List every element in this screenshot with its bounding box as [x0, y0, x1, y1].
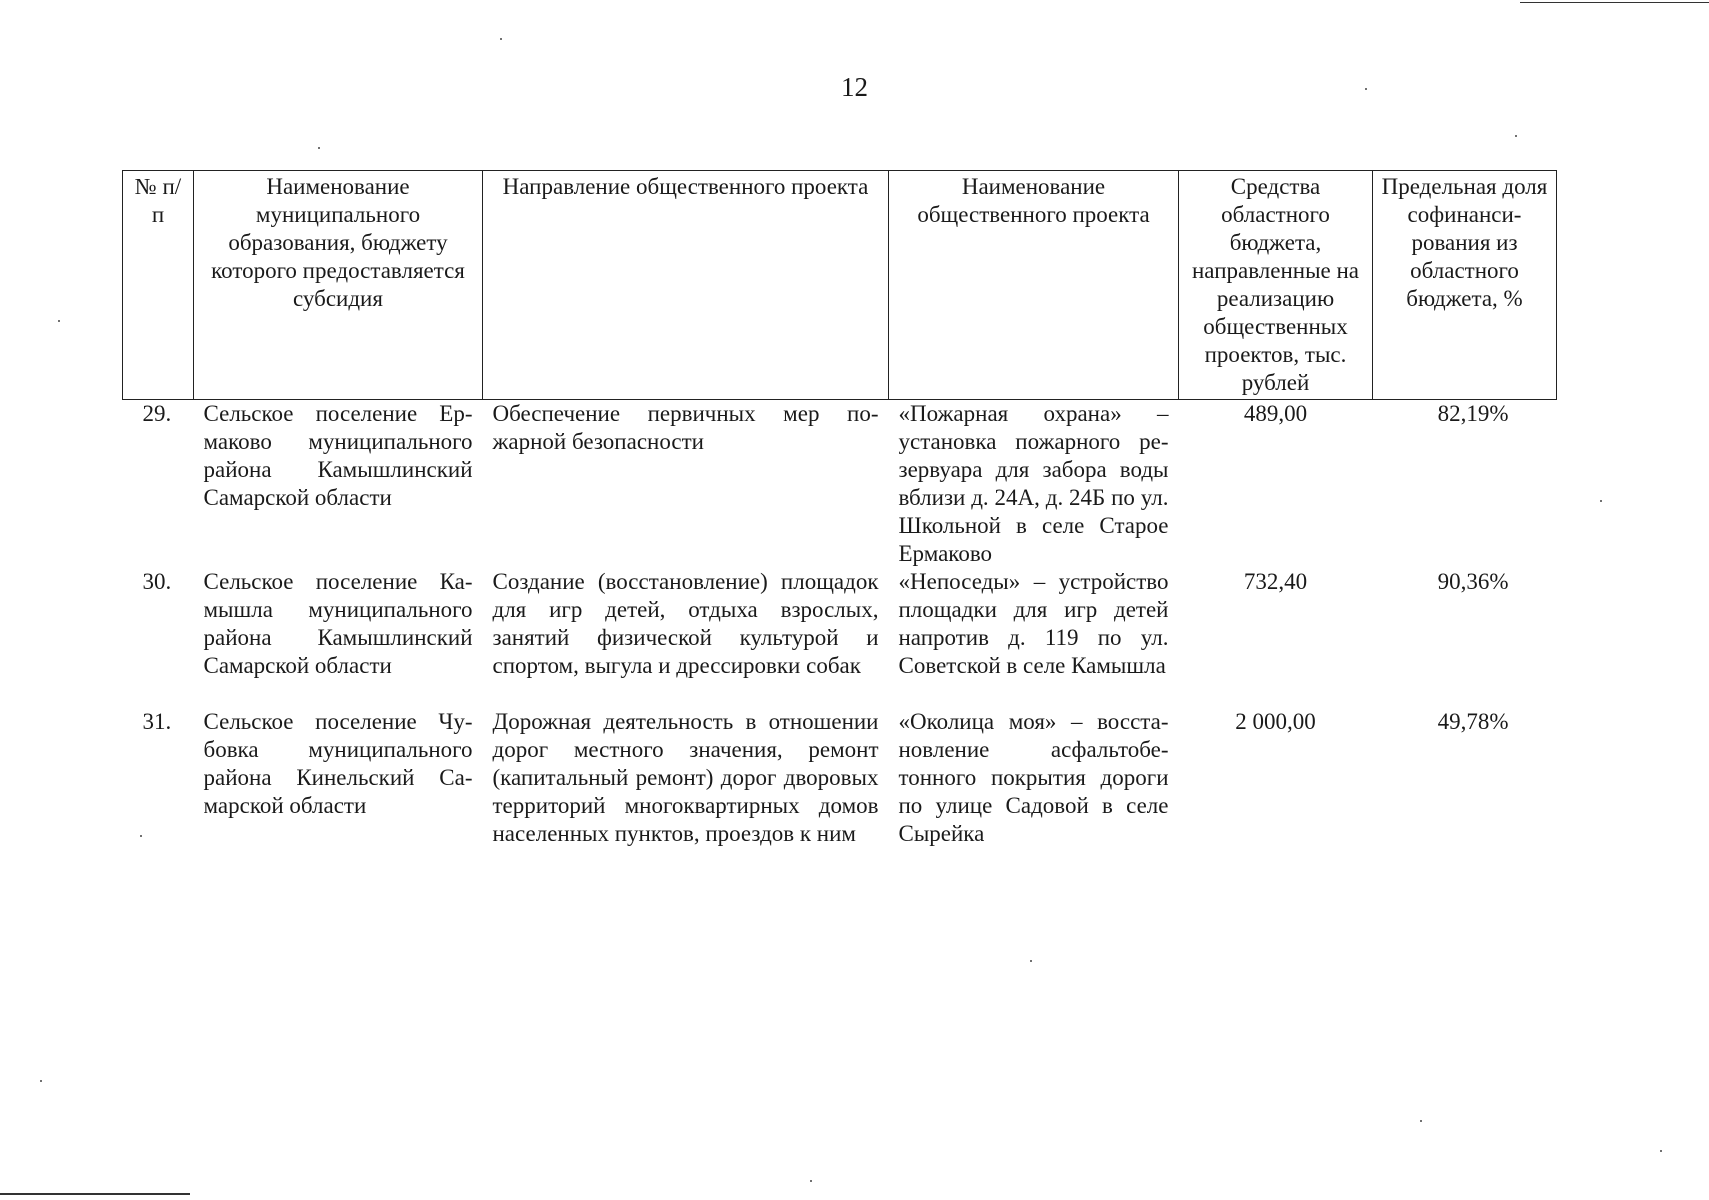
header-share: Предельная доля софинанси-рования из областного бюджета, %: [1373, 171, 1557, 400]
row-number: 31.: [142, 709, 172, 734]
row-share: 49,78%: [1437, 709, 1509, 734]
row-municipality: Сельское поселение Камышла муниципального района Камышлинский Самарской области: [203, 569, 473, 678]
row-direction: Обеспечение первичных мер пожарной безопасности: [492, 401, 879, 454]
scan-speck: [1600, 500, 1602, 502]
scan-edge-line: [1520, 2, 1709, 3]
scan-speck: [810, 1180, 812, 1182]
row-project: «Пожарная охрана» – установка пожарного резервуара для забора воды вблизи д. 24А, д. 24Б по ул. Школьной в селе Старое Ермаково: [898, 401, 1169, 566]
scan-speck: [1420, 1120, 1422, 1122]
page-number: 12: [841, 72, 868, 102]
row-number: 30.: [142, 569, 172, 594]
header-funds: Средства областного бюджета, направленные на реализацию общественных проектов, тыс. рублей: [1179, 171, 1373, 400]
row-funds: 2 000,00: [1235, 709, 1316, 734]
row-share: 82,19%: [1437, 401, 1509, 426]
scan-speck: [58, 320, 60, 322]
scan-speck: [318, 147, 320, 149]
row-funds: 489,00: [1243, 401, 1308, 426]
row-direction: Создание (восстановление) площадок для игр детей, отдыха взрослых, занятий физической культурой и спортом, выгула и дрессировки собак: [492, 569, 879, 678]
table-row: [123, 708, 1557, 868]
row-project: «Непоседы» – устройство площадки для игр детей напротив д. 119 по ул. Советской в селе Камышла: [898, 569, 1169, 678]
row-share: 90,36%: [1437, 569, 1509, 594]
header-number: № п/п: [123, 171, 194, 400]
table-row: [123, 568, 1557, 708]
scan-speck: [1515, 135, 1517, 137]
header-project: Наименование общественного проекта: [889, 171, 1179, 400]
row-number: 29.: [142, 401, 172, 426]
scan-speck: [1365, 88, 1367, 90]
header-direction: Направление общественного проекта: [483, 171, 889, 400]
scan-speck: [40, 1080, 42, 1082]
scan-speck: [1660, 1150, 1662, 1152]
row-funds: 732,40: [1243, 569, 1308, 594]
row-direction: Дорожная деятельность в отношении дорог местного значения, ремонт (капитальный ремонт) дорог дворовых территорий многоквартирных домов населенных пунктов, проездов к ним: [492, 709, 879, 846]
subsidy-table: [122, 170, 1557, 868]
table-header-row: [123, 171, 1557, 400]
scan-edge-line: [0, 1193, 190, 1195]
row-municipality: Сельское поселение Ермаково муниципального района Камышлинский Самарской области: [203, 401, 473, 510]
scan-speck: [500, 38, 502, 40]
table-row: [123, 400, 1557, 569]
row-municipality: Сельское поселение Чубовка муниципального района Кинельский Самарской области: [203, 709, 473, 818]
scan-speck: [1030, 960, 1032, 962]
header-municipality: Наименование муниципального образования, бюджету которого предоставляется субсидия: [194, 171, 483, 400]
row-project: «Околица моя» – восстановление асфальтобетонного покрытия дороги по улице Садовой в селе Сырейка: [898, 709, 1169, 846]
scan-speck: [140, 835, 142, 837]
